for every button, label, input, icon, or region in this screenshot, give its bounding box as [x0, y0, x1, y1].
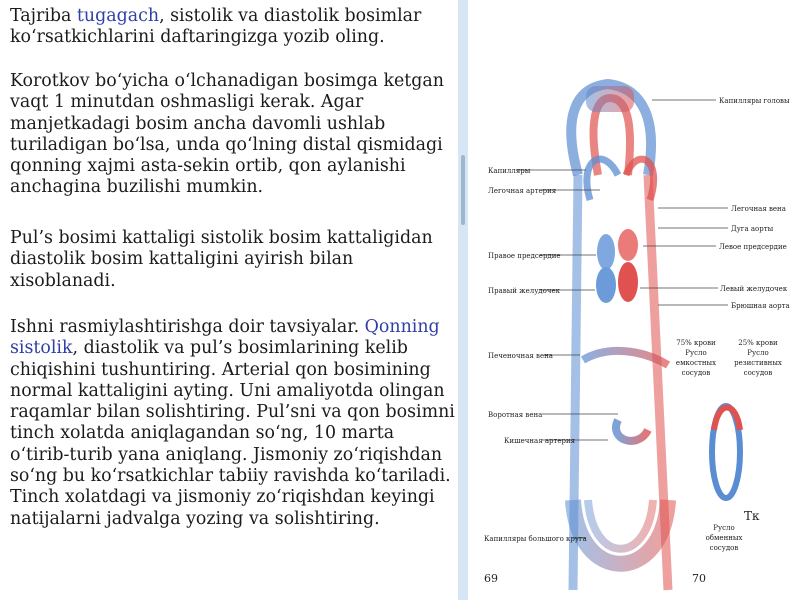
- paragraph-4: [10, 317, 456, 530]
- label-tk: Тк: [744, 509, 760, 523]
- label-leaders: [516, 100, 728, 538]
- page-number-left: 69: [484, 572, 498, 585]
- paragraph-text: Ishni rasmiylashtirishga doir tavsiyalar.: [10, 317, 365, 337]
- paragraph-3: Pul’s bosimi kattaligi sistolik bosim kattaligidan diastolik bosim kattaligini ayirish bilan xisoblanadi.: [10, 228, 433, 291]
- vessel-inset: [712, 406, 740, 498]
- label-left-atrium: Левое предсердие: [719, 243, 787, 251]
- paragraph-text: , diastolik va pul’s bosimlarining kelib chiqishini tushuntiring. Arterial qon bosimining normal kattaligini ayting. Uni amaliyotda olingan raqamlar bilan solishtiring. Pul’sni va qon bosimni tinch xolatda aniqlagandan so‘ng, 10 marta o‘tirib-turib yana aniqlang. Jismoniy zo‘riqishdan so‘ng bu ko‘rsatkichlar tabiiy ravishda ko‘tariladi. Tinch xolatdagi va jismoniy zo‘riqishdan keyingi natijalarni jadvalga yozing va solishtiring.: [10, 338, 455, 529]
- inset-left-line: Русло: [685, 349, 707, 357]
- label-pulmonary-vein: Легочная вена: [731, 205, 786, 213]
- label-pulmonary-artery: Легочная артерия: [488, 187, 557, 195]
- label-right-ventricle: Правый желудочек: [488, 287, 560, 295]
- label-portal-vein: Воротная вена: [488, 411, 543, 419]
- inset-left-line: емкостных: [675, 359, 717, 367]
- paragraph-1: [10, 6, 456, 49]
- inset-left-line: сосудов: [681, 369, 711, 377]
- paragraph-text: , sistolik va diastolik bosimlar ko‘rsatkichlarini daftaringizga yozib oling.: [10, 6, 422, 48]
- circulation-diagram: [468, 0, 800, 600]
- label-abdominal-aorta: Брюшная аорта: [731, 302, 790, 310]
- label-aortic-arch: Дуга аорты: [731, 225, 774, 233]
- link-qonning-sistolik[interactable]: Qonning sistolik: [10, 317, 440, 359]
- inset-left-line: 75% крови: [676, 339, 716, 347]
- heart: [596, 229, 638, 303]
- inset-left-caption: [676, 339, 716, 377]
- label-left-ventricle: Левый желудочек: [720, 285, 788, 293]
- inset-right-line: 25% крови: [738, 339, 778, 347]
- inset-right-line: резистивных: [734, 359, 782, 367]
- paragraph-text: Tajriba: [10, 6, 77, 26]
- label-intestinal-artery: Кишечная артерия: [504, 437, 576, 445]
- label-hepatic-vein: Печеночная вена: [488, 352, 553, 360]
- inset-bottom-line: обменных: [705, 534, 743, 542]
- label-head-capillaries: Капилляры головы: [719, 97, 790, 105]
- inset-right-line: сосудов: [743, 369, 773, 377]
- inset-bottom-caption: [706, 524, 743, 552]
- label-capillaries: Капилляры: [488, 167, 531, 175]
- inset-right-line: Русло: [747, 349, 769, 357]
- inset-bottom-line: Русло: [713, 524, 735, 532]
- label-systemic-capillaries: Капилляры большого круга: [484, 535, 587, 543]
- link-tugagach[interactable]: tugagach: [76, 6, 160, 26]
- systemic-capillaries: [573, 500, 668, 564]
- scrollbar[interactable]: [458, 0, 468, 600]
- scrollbar-thumb[interactable]: [461, 155, 465, 225]
- page-number-right: 70: [692, 572, 706, 585]
- figure-page: [468, 0, 800, 600]
- paragraph-2: Korotkov bo‘yicha o‘lchanadigan bosimga ketgan vaqt 1 minutdan oshmasligi kerak. Agar manjetkadagi bosim ancha davomli ushlab turiladigan bo‘lsa, unda qo‘lning distal qismidagi qonning xajmi asta-sekin ortib, qon aylanishi anchagina buzilishi mumkin.: [10, 71, 444, 198]
- inset-right-caption: [734, 339, 782, 377]
- label-right-atrium: Правое предсердие: [488, 252, 561, 260]
- inset-bottom-line: сосудов: [709, 544, 739, 552]
